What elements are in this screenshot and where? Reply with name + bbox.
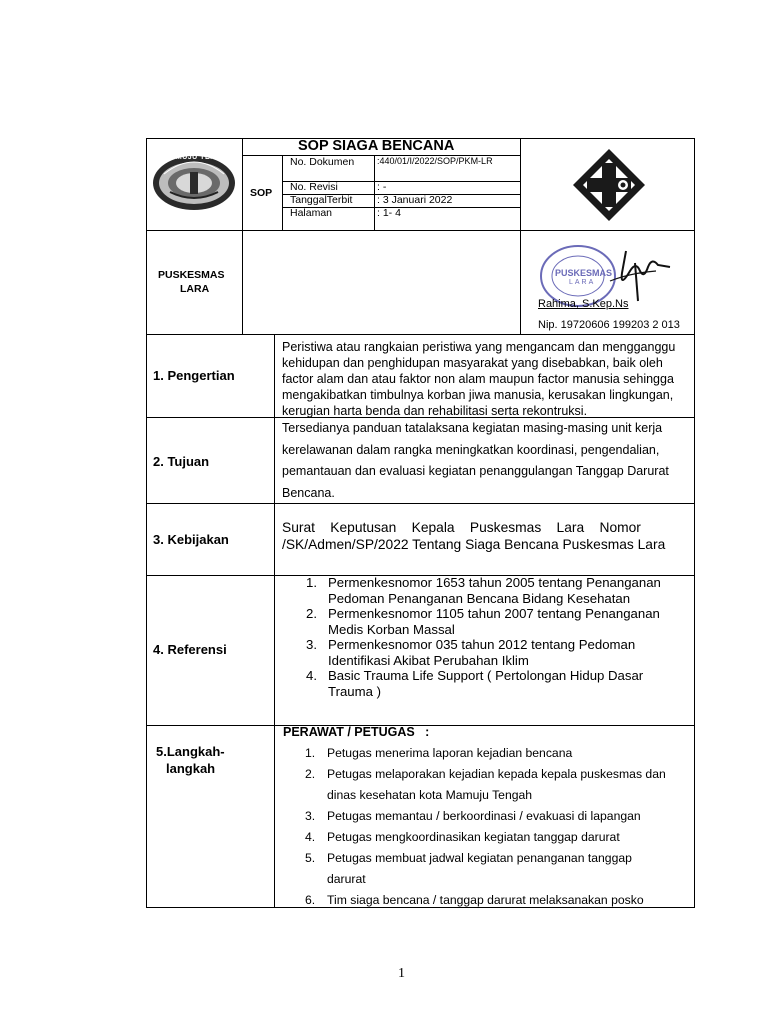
page-label: Halaman [290,207,333,219]
list-number: 2. [306,606,317,621]
text-line: Peristiwa atau rangkaian peristiwa yang mengancam dan mengganggu [282,340,676,354]
list-item [296,606,688,637]
text-line: dinas kesehatan kota Mamuju Tengah [327,788,533,802]
text-line: Permenkesnomor 1653 tahun 2005 tentang Penanganan [328,575,661,590]
text-line: Tersedianya panduan tatalaksana kegiatan masing-masing unit kerja [282,421,663,435]
doc-number-label: No. Dokumen [290,156,355,168]
stamp-center-text: PUSKESMAS [555,268,613,278]
section-pengertian-label: 1. Pengertian [153,368,235,383]
step-number: 4. [305,830,316,844]
text-line: Identifikasi Akibat Perubahan Iklim [328,652,529,668]
list-item [296,575,688,606]
section-tujuan-label: 2. Tujuan [153,454,210,469]
text-line: Trauma ) [328,683,382,699]
signer-nip: Nip. 19720606 199203 2 013 [538,319,680,331]
text-line: darurat [327,872,366,886]
list-item [296,668,688,699]
step-item [293,890,693,911]
puskesmas-logo [571,147,647,223]
revision-value: : - [377,181,387,193]
section-pengertian-text [282,339,688,419]
section-kebijakan-text [282,519,688,553]
text-line: Permenkesnomor 1105 tahun 2007 tentang Penanganan [328,606,660,621]
text-line: Pedoman Penanganan Bencana Bidang Kesehatan [328,590,631,606]
text-line: pemantauan dan evaluasi kegiatan penanggulangan Tanggap Darurat [282,464,669,478]
signature [600,243,680,303]
district-logo [150,152,238,214]
section-langkah-heading: PERAWAT / PETUGAS : [283,725,430,739]
step-number: 6. [305,893,316,907]
text-line: Petugas mengkoordinasikan kegiatan tanggap darurat [327,830,620,844]
section-tujuan-text [282,418,688,504]
text-line: Tim siaga bencana / tanggap darurat melaksanakan posko [327,893,644,907]
step-number: 2. [305,767,316,781]
text-line: Petugas melaporakan kejadian kepada kepala puskesmas dan [327,767,666,781]
text-line: kehidupan dan penghidupan masyarakat yang disebabkan, baik oleh [282,356,663,370]
puskesmas-name-line2: LARA [180,283,210,295]
step-number: 3. [305,809,316,823]
step-item [293,848,693,890]
text-line: /SK/Admen/SP/2022 Tentang Siaga Bencana Puskesmas Lara [282,537,666,552]
text-line: Petugas memantau / berkoordinasi / evakuasi di lapangan [327,809,641,823]
signer-name: Rahima, S.Kep.Ns [538,298,629,310]
page-number: 1 [398,966,405,981]
stamp-sub-text: LARA [569,279,596,286]
page-value: : 1- 4 [377,207,401,219]
text-line: Permenkesnomor 035 tahun 2012 tentang Pedoman [328,637,636,652]
text-line: Petugas menerima laporan kejadian bencana [327,746,573,760]
issue-date-value: : 3 Januari 2022 [377,194,453,206]
section-langkah-steps [293,743,693,911]
list-number: 1. [306,575,317,590]
step-item [293,743,693,764]
step-item [293,827,693,848]
issue-date-label: TanggalTerbit [290,194,353,206]
step-number: 1. [305,746,316,760]
text-line: Surat Keputusan Kepala Puskesmas Lara Nomor [282,520,641,535]
step-number: 5. [305,851,316,865]
list-number: 3. [306,637,317,652]
sop-label: SOP [250,187,273,199]
section-langkah-label-line1: 5.Langkah- [156,744,225,759]
text-line: Medis Korban Massal [328,621,455,637]
list-item [296,637,688,668]
puskesmas-name-line1: PUSKESMAS [158,269,225,281]
document-title: SOP SIAGA BENCANA [298,138,455,154]
text-line: factor alam dan atau faktor non alam maupun factor manusia sehingga [282,372,674,386]
logo-text: MAMUJU TENGAH [164,154,233,161]
step-item [293,764,693,806]
section-referensi-label: 4. Referensi [153,642,227,657]
text-line: mengakibatkan timbulnya korban jiwa manusia, kerusakan lingkungan, [282,388,674,402]
revision-label: No. Revisi [290,181,338,193]
text-line: kerugian harta benda dan rehabilitasi serta rekontruksi. [282,404,588,418]
text-line: kerelawanan dalam rangka meningkatkan koordinasi, pengendalian, [282,442,660,457]
list-number: 4. [306,668,317,683]
section-langkah-label-line2: langkah [166,761,216,776]
text-line: Basic Trauma Life Support ( Pertolongan Hidup Dasar [328,668,644,683]
section-kebijakan-label: 3. Kebijakan [153,532,229,547]
step-item [293,806,693,827]
doc-number-value: :440/01/I/2022/SOP/PKM-LR [377,156,493,166]
section-referensi-list [296,575,688,699]
text-line: Bencana. [282,485,335,500]
text-line: Petugas membuat jadwal kegiatan penanganan tanggap [327,851,632,865]
